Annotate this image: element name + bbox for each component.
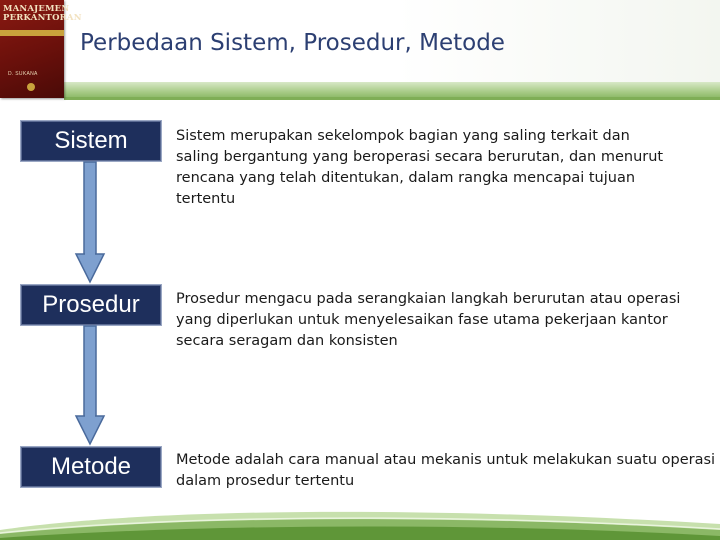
- book-author: D. SUKANA: [8, 71, 38, 77]
- header-green-line: [64, 97, 720, 100]
- slide-title: Perbedaan Sistem, Prosedur, Metode: [80, 30, 505, 56]
- term-box-metode: Metode: [20, 446, 162, 488]
- down-arrow-icon: [74, 326, 106, 446]
- book-band: [0, 30, 64, 36]
- book-cover-icon: [0, 0, 82, 98]
- down-arrow-icon: [74, 162, 106, 284]
- definition-prosedur: Prosedur mengacu pada serangkaian langkah berurutan atau operasi yang diperlukan untuk menyelesaikan fase utama pekerjaan kantor secara seragam dan konsisten: [176, 291, 681, 349]
- bottom-wave-decoration: [0, 500, 720, 540]
- book-emblem: [27, 83, 35, 91]
- header-green-strip: [64, 82, 720, 98]
- definition-sistem: Sistem merupakan sekelompok bagian yang saling terkait dan saling bergantung yang beroperasi secara berurutan, dan menurut rencana yang telah ditentukan, dalam rangka mencapai tujuan tertentu: [176, 128, 664, 207]
- term-box-prosedur: Prosedur: [20, 284, 162, 326]
- book-title: MANAJEMEN PERKANTORAN: [3, 4, 82, 23]
- definition-metode: Metode adalah cara manual atau mekanis untuk melakukan suatu operasi dalam prosedur tertentu: [176, 452, 716, 489]
- term-box-sistem: Sistem: [20, 120, 162, 162]
